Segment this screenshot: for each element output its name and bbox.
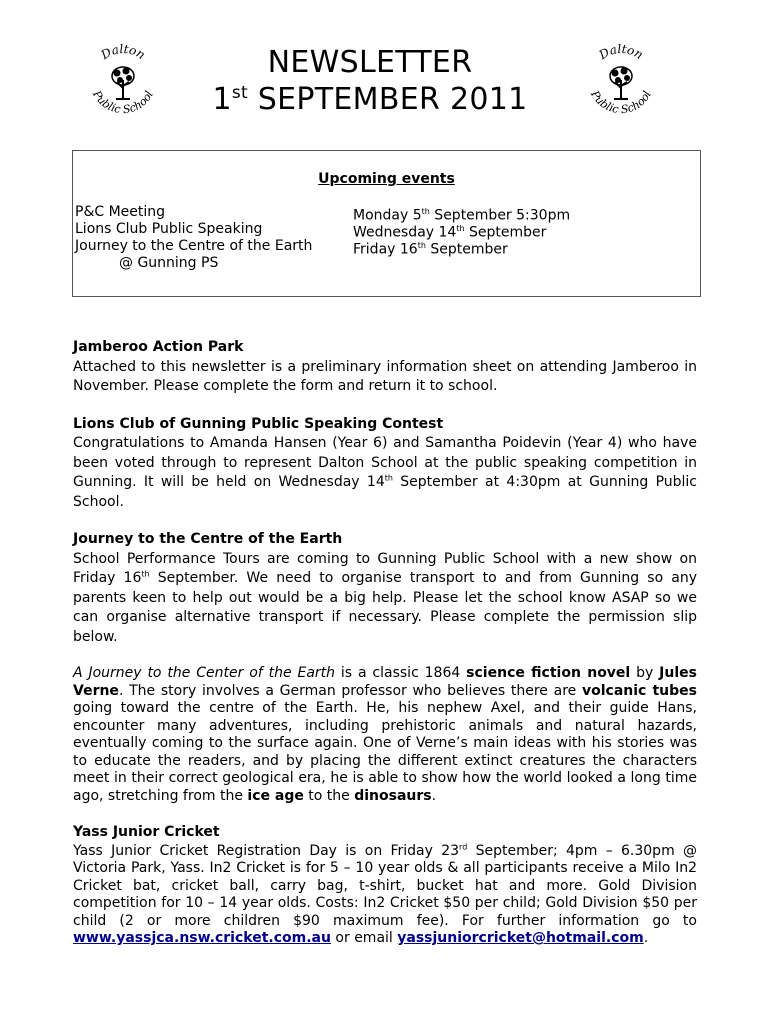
section-cricket <box>73 823 697 948</box>
event-date: Wednesday 14th September <box>353 224 547 241</box>
section-journey <box>73 530 697 647</box>
section-heading: Jamberoo Action Park <box>73 339 244 355</box>
newsletter-body <box>73 338 697 966</box>
section-verne <box>73 665 697 805</box>
section-text: Congratulations to Amanda Hansen (Year 6) and Samantha Poidevin (Year 4) who have been voted through to represent Dalton School at the public speaking competition in Gunning. It will be held on Wednesday 14th September at 4:30pm at Gunning Public School. <box>73 435 698 510</box>
section-heading: Journey to the Centre of the Earth <box>73 531 343 547</box>
section-lions-club <box>73 415 697 513</box>
tree-icon <box>610 67 632 99</box>
cricket-website-link[interactable]: www.yassjca.nsw.cricket.com.au <box>73 930 331 946</box>
upcoming-events-box <box>72 150 701 297</box>
event-venue: @ Gunning PS <box>119 255 219 271</box>
events-heading: Upcoming events <box>318 171 455 187</box>
section-heading: Lions Club of Gunning Public Speaking Contest <box>73 415 444 432</box>
newsletter-title <box>180 44 560 118</box>
event-name: Lions Club Public Speaking <box>75 221 263 237</box>
cricket-email-link[interactable]: yassjuniorcricket@hotmail.com <box>397 930 644 946</box>
logo-name-top: Dalton <box>596 42 646 63</box>
school-logo-left <box>80 42 166 122</box>
section-jamberoo <box>73 338 697 397</box>
event-date: Friday 16th September <box>353 241 508 258</box>
event-date: Monday 5th September 5:30pm <box>353 207 571 224</box>
section-heading: Yass Junior Cricket <box>73 824 220 840</box>
event-name: Journey to the Centre of the Earth <box>75 238 313 254</box>
section-text: Yass Junior Cricket Registration Day is on Friday 23rd September; 4pm – 6.30pm @ Victoria Park, Yass. In2 Cricket is for 5 – 10 year olds & all participants receive a Milo In2 Cricket bat, cricket ball, carry bag, t-shirt, bucket hat and more. Gold Division competition for 10 – 14 year olds. Costs: In2 Cricket $50 per child; Gold Division $50 per child (2 or more children $90 maximum fee). For further information go to www.yassjca.nsw.cricket.com.au or email yassjuniorcricket@hotmail.com. <box>73 841 698 946</box>
event-name: P&C Meeting <box>75 204 166 220</box>
logo-name-top: Dalton <box>98 42 148 63</box>
newsletter-date: 1st SEPTEMBER 2011 <box>212 82 528 117</box>
newsletter-heading: NEWSLETTER <box>267 45 473 80</box>
section-text: School Performance Tours are coming to Gunning Public School with a new show on Friday 16th September. We need to organise transport to and from Gunning so any parents keen to help out would be a big help. Please let the school know ASAP so we can organise alternative transport if necessary. Please complete the permission slip below. <box>73 550 698 645</box>
logo-name-bottom: Public School <box>90 88 156 117</box>
section-text: A Journey to the Center of the Earth is a classic 1864 science fiction novel by Jules Verne. The story involves a German professor who believes there are volcanic tubes going toward the centre of the Earth. He, his nephew Axel, and their guide Hans, encounter many adventures, including prehistoric animals and natural hazards, eventually coming to the surface again. One of Verne’s main ideas with his stories was to educate the readers, and by placing the different extinct creatures the characters meet in their correct geological era, he is able to show how the world looked a long time ago, stretching from the ice age to the dinosaurs. <box>73 665 697 804</box>
school-logo-right <box>578 42 664 122</box>
section-text: Attached to this newsletter is a preliminary information sheet on attending Jamberoo in November. Please complete the form and return it to school. <box>73 358 697 394</box>
svg-text:Dalton <box>98 42 148 63</box>
tree-icon <box>112 67 134 99</box>
svg-text:Dalton <box>596 42 646 63</box>
logo-name-bottom: Public School <box>588 88 654 117</box>
